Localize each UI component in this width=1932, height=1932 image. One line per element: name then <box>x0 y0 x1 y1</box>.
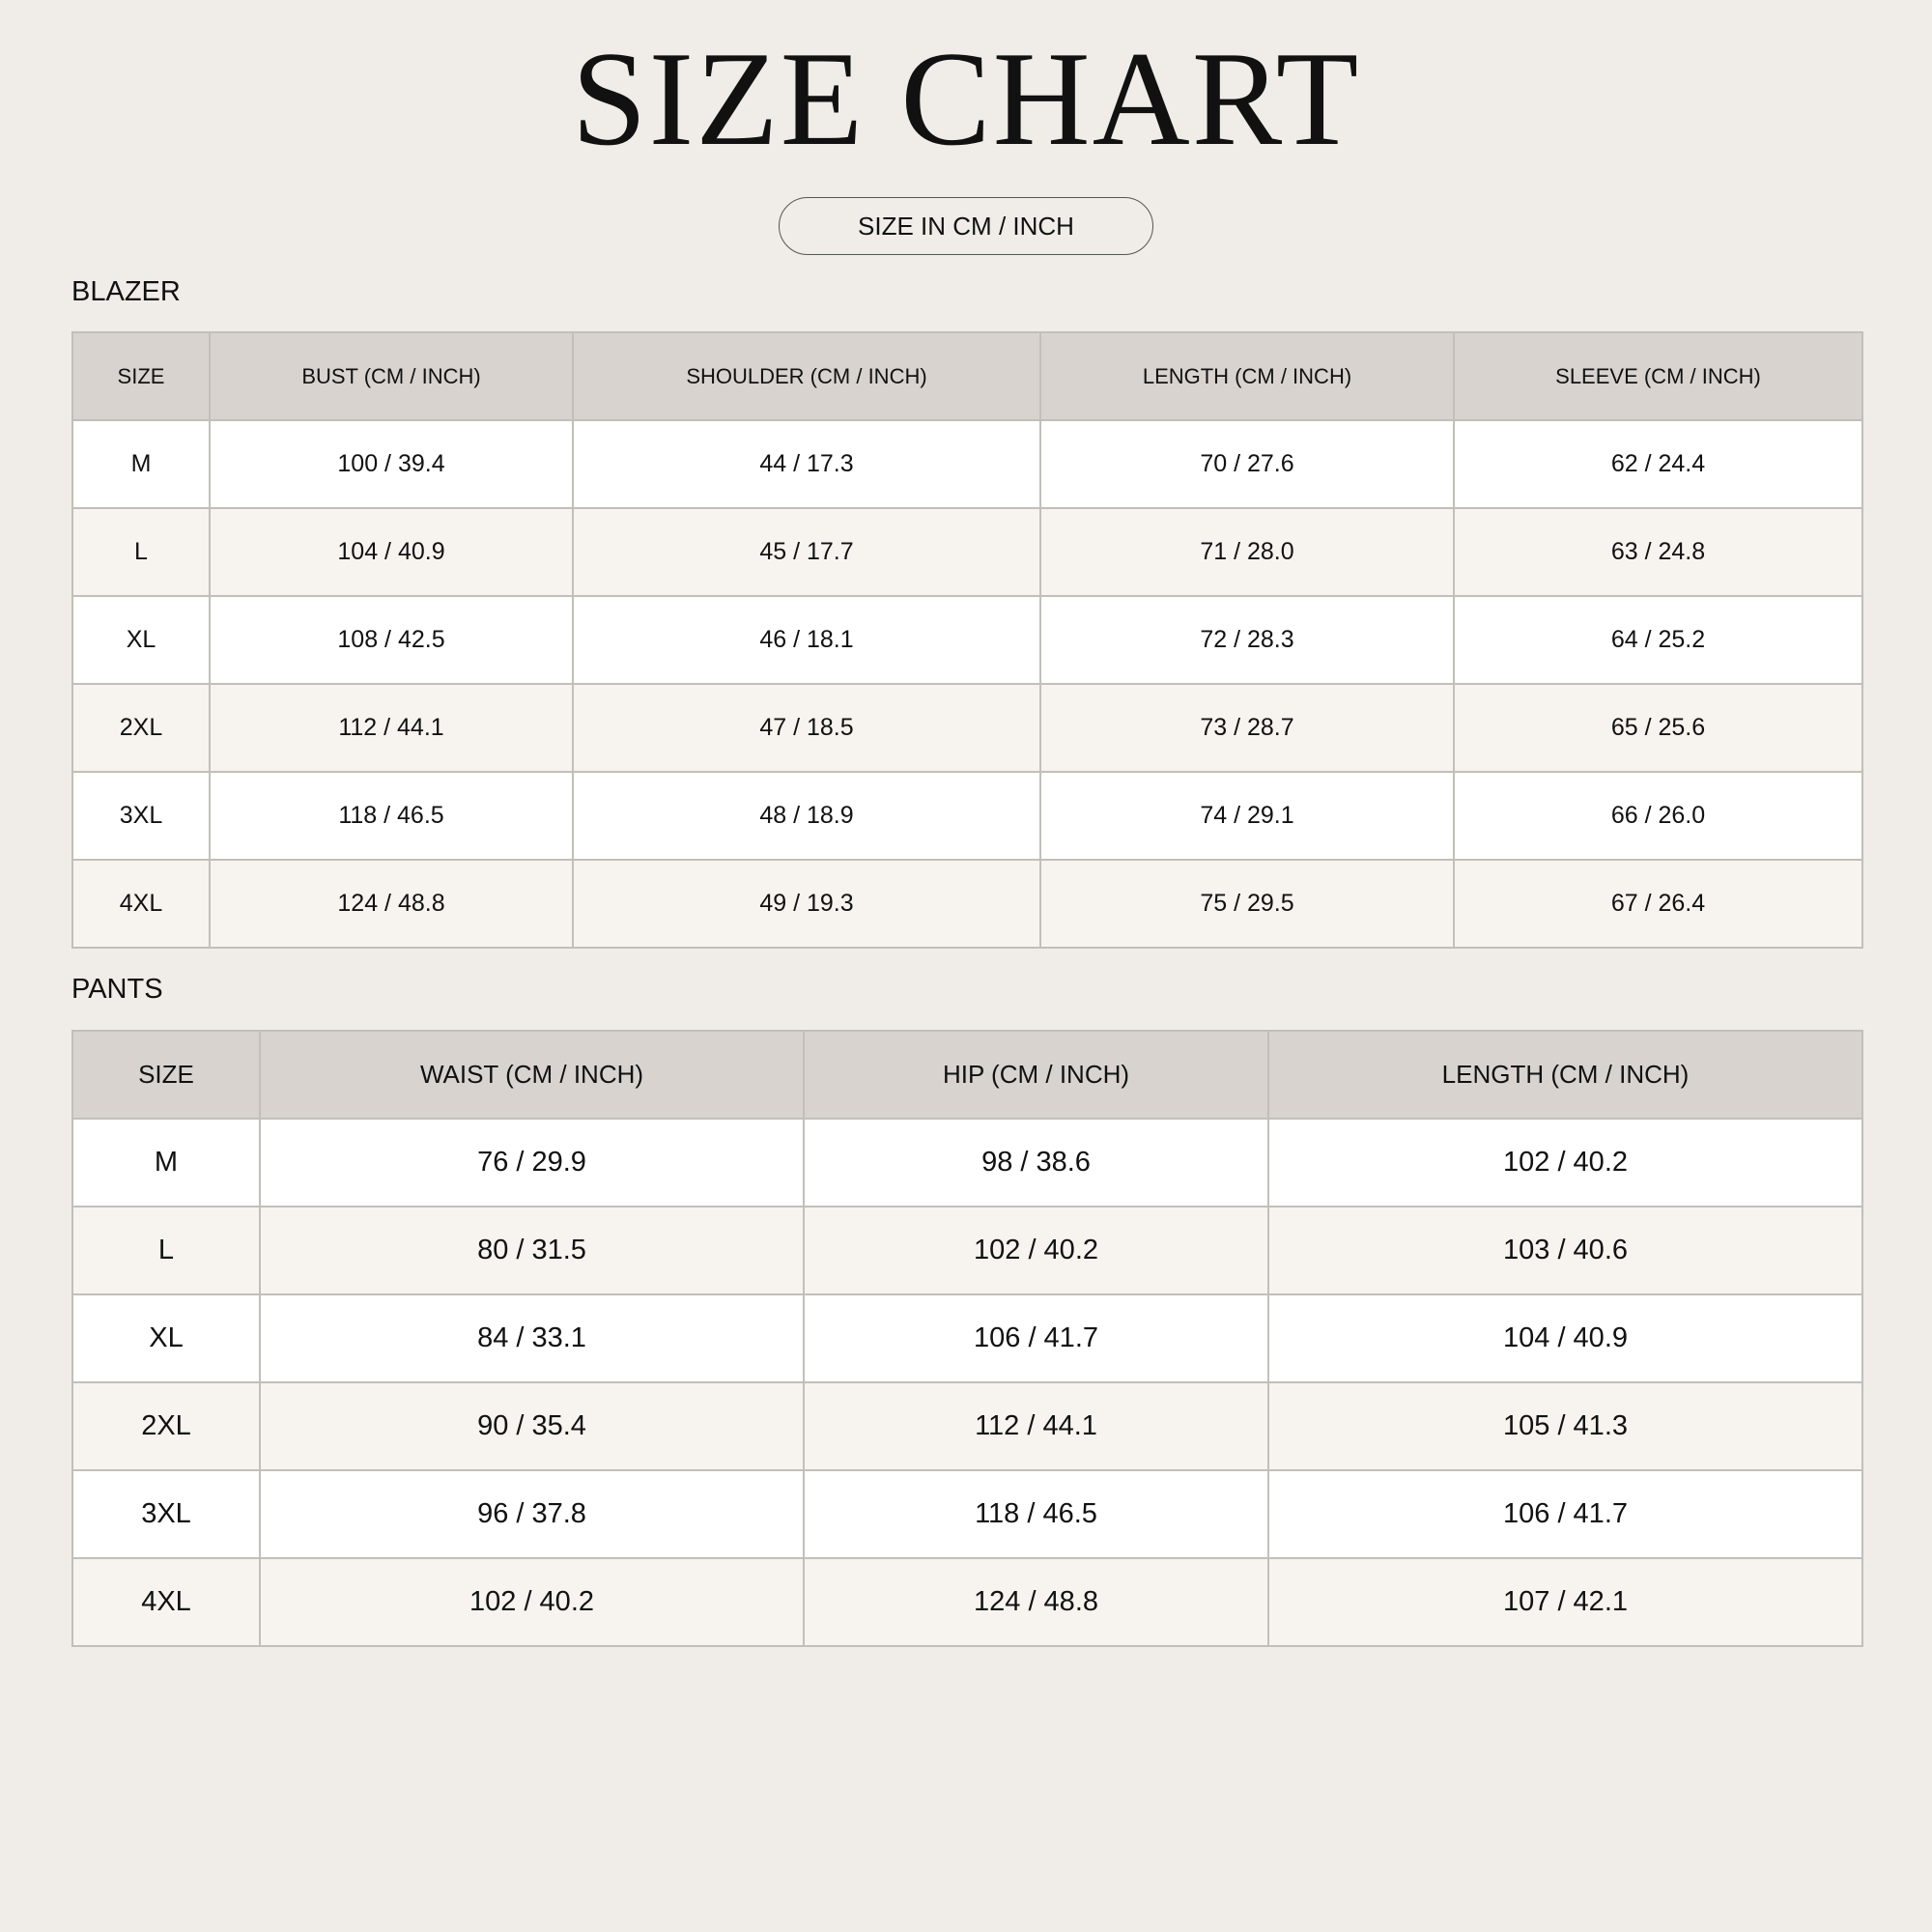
table-cell: 118 / 46.5 <box>804 1470 1268 1558</box>
unit-label: SIZE IN CM / INCH <box>858 211 1074 241</box>
table-row <box>72 420 1862 508</box>
table-cell: 112 / 44.1 <box>804 1382 1268 1470</box>
table-cell: 72 / 28.3 <box>1040 596 1454 684</box>
header-cell: BUST (CM / INCH) <box>210 332 573 420</box>
table-cell: 70 / 27.6 <box>1040 420 1454 508</box>
table-cell: 104 / 40.9 <box>1268 1294 1862 1382</box>
table-row <box>72 1294 1862 1382</box>
blazer-header-row <box>72 332 1862 420</box>
table-cell: L <box>72 508 210 596</box>
table-cell: 80 / 31.5 <box>260 1207 804 1294</box>
table-cell: 63 / 24.8 <box>1454 508 1862 596</box>
table-cell: 118 / 46.5 <box>210 772 573 860</box>
table-cell: 64 / 25.2 <box>1454 596 1862 684</box>
table-cell: XL <box>72 596 210 684</box>
table-cell: 44 / 17.3 <box>573 420 1040 508</box>
table-row <box>72 1470 1862 1558</box>
table-row <box>72 1119 1862 1207</box>
table-row <box>72 1558 1862 1646</box>
header-cell: SHOULDER (CM / INCH) <box>573 332 1040 420</box>
table-cell: 74 / 29.1 <box>1040 772 1454 860</box>
table-cell: 73 / 28.7 <box>1040 684 1454 772</box>
table-cell: 96 / 37.8 <box>260 1470 804 1558</box>
header-cell: WAIST (CM / INCH) <box>260 1031 804 1119</box>
table-cell: 102 / 40.2 <box>804 1207 1268 1294</box>
table-cell: L <box>72 1207 260 1294</box>
table-row <box>72 772 1862 860</box>
header-cell: SLEEVE (CM / INCH) <box>1454 332 1862 420</box>
table-cell: 62 / 24.4 <box>1454 420 1862 508</box>
table-cell: 100 / 39.4 <box>210 420 573 508</box>
page-title: SIZE CHART <box>571 24 1361 174</box>
table-cell: 76 / 29.9 <box>260 1119 804 1207</box>
table-cell: 102 / 40.2 <box>260 1558 804 1646</box>
table-cell: 104 / 40.9 <box>210 508 573 596</box>
table-cell: 106 / 41.7 <box>1268 1470 1862 1558</box>
table-cell: 65 / 25.6 <box>1454 684 1862 772</box>
table-cell: 3XL <box>72 1470 260 1558</box>
table-cell: 124 / 48.8 <box>804 1558 1268 1646</box>
table-cell: 67 / 26.4 <box>1454 860 1862 948</box>
table-cell: 75 / 29.5 <box>1040 860 1454 948</box>
blazer-size-table <box>71 331 1863 949</box>
table-cell: 90 / 35.4 <box>260 1382 804 1470</box>
table-cell: 45 / 17.7 <box>573 508 1040 596</box>
table-cell: M <box>72 420 210 508</box>
header-cell: LENGTH (CM / INCH) <box>1040 332 1454 420</box>
table-row <box>72 1382 1862 1470</box>
table-cell: 105 / 41.3 <box>1268 1382 1862 1470</box>
pants-section-label: PANTS <box>71 974 163 1005</box>
table-cell: 4XL <box>72 860 210 948</box>
pants-header-row <box>72 1031 1862 1119</box>
table-row <box>72 684 1862 772</box>
table-cell: 4XL <box>72 1558 260 1646</box>
table-cell: 47 / 18.5 <box>573 684 1040 772</box>
header-cell: SIZE <box>72 1031 260 1119</box>
table-cell: 49 / 19.3 <box>573 860 1040 948</box>
table-row <box>72 1207 1862 1294</box>
table-cell: 108 / 42.5 <box>210 596 573 684</box>
table-cell: 71 / 28.0 <box>1040 508 1454 596</box>
table-cell: 98 / 38.6 <box>804 1119 1268 1207</box>
table-row <box>72 596 1862 684</box>
table-cell: 107 / 42.1 <box>1268 1558 1862 1646</box>
table-cell: 2XL <box>72 684 210 772</box>
table-row <box>72 860 1862 948</box>
header-cell: SIZE <box>72 332 210 420</box>
table-cell: 2XL <box>72 1382 260 1470</box>
table-cell: 46 / 18.1 <box>573 596 1040 684</box>
table-cell: 103 / 40.6 <box>1268 1207 1862 1294</box>
table-cell: 48 / 18.9 <box>573 772 1040 860</box>
table-cell: 3XL <box>72 772 210 860</box>
table-cell: 124 / 48.8 <box>210 860 573 948</box>
blazer-section-label: BLAZER <box>71 276 181 307</box>
table-cell: 106 / 41.7 <box>804 1294 1268 1382</box>
header-cell: LENGTH (CM / INCH) <box>1268 1031 1862 1119</box>
pants-size-table <box>71 1030 1863 1647</box>
table-cell: 102 / 40.2 <box>1268 1119 1862 1207</box>
unit-badge <box>779 197 1153 255</box>
header-cell: HIP (CM / INCH) <box>804 1031 1268 1119</box>
table-cell: M <box>72 1119 260 1207</box>
table-cell: 112 / 44.1 <box>210 684 573 772</box>
table-cell: 66 / 26.0 <box>1454 772 1862 860</box>
table-cell: XL <box>72 1294 260 1382</box>
table-row <box>72 508 1862 596</box>
table-cell: 84 / 33.1 <box>260 1294 804 1382</box>
